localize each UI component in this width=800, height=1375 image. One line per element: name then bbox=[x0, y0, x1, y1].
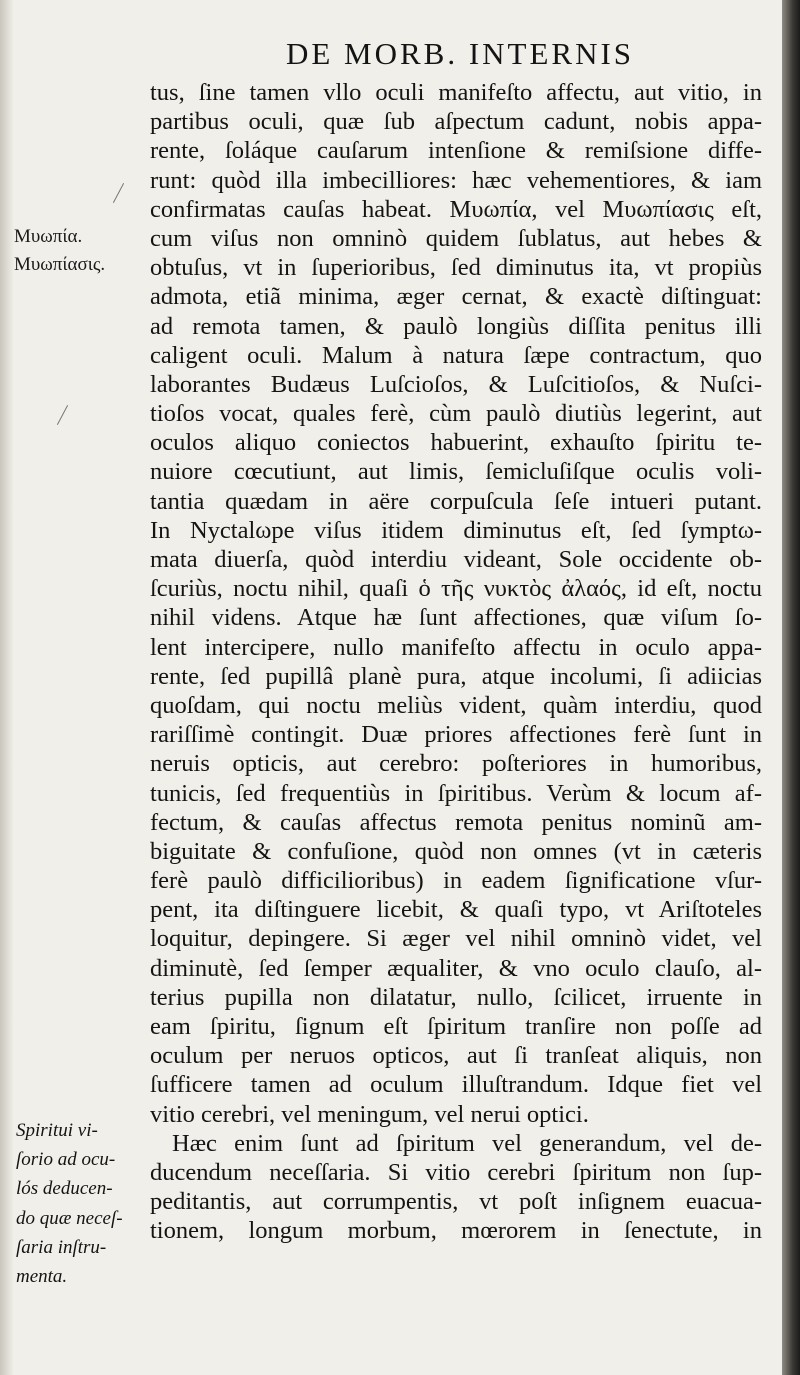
text-line: tunicis, ſed frequentiùs in ſpiritibus. Verùm & locum af- bbox=[150, 779, 762, 807]
margin-note-line: ſorio ad ocu- bbox=[16, 1149, 116, 1171]
text-line: pent, ita diſtinguere licebit, & quaſi typo, vt Ariſtoteles bbox=[150, 896, 762, 924]
margin-note-line: menta. bbox=[16, 1266, 68, 1288]
text-line: fectum, & cauſas affectus remota penitus nominũ am- bbox=[150, 808, 762, 836]
book-spine-edge bbox=[782, 0, 800, 1375]
main-text-block bbox=[150, 78, 762, 1246]
text-line: ferè paulò difficilioribus) in eadem ſignificatione vſur- bbox=[150, 867, 762, 895]
text-line: obtuſus, vt in ſuperioribus, ſed diminutus ita, vt propiùs bbox=[150, 254, 762, 282]
margin-note-line: do quæ neceſ- bbox=[16, 1207, 123, 1229]
text-line: laborantes Budæus Luſcioſos, & Luſcitioſos, & Nuſci- bbox=[150, 370, 762, 398]
text-line: nuiore cœcutiunt, aut limis, ſemicluſiſque oculis voli- bbox=[150, 458, 762, 486]
text-line: tantia quædam in aëre corpuſcula ſeſe intueri putant. bbox=[150, 487, 762, 515]
text-line: vitio cerebri, vel meningum, vel nerui optici. bbox=[150, 1100, 589, 1128]
text-line: ſufficere tamen ad oculum illuſtrandum. Idque fiet vel bbox=[150, 1071, 762, 1099]
text-line: tus, ſine tamen vllo oculi manifeſto affectu, aut vitio, in bbox=[150, 79, 762, 106]
text-line: lent intercipere, nullo manifeſto affectu in oculo appa- bbox=[150, 633, 762, 661]
text-line: confirmatas cauſas habeat. Μυωπία, vel Μυωπίασις eſt, bbox=[150, 195, 762, 223]
paragraph-start-line: Hæc enim ſunt ad ſpiritum vel generandum, vel de- bbox=[172, 1129, 762, 1157]
text-line: caligent oculi. Malum à natura ſæpe contractum, quo bbox=[150, 341, 762, 369]
text-line: runt: quòd illa imbecilliores: hæc vehementiores, & iam bbox=[150, 166, 762, 194]
margin-note-myopiasis: Μυωπίασις. bbox=[14, 254, 106, 275]
margin-note-line: ſaria inſtru- bbox=[16, 1236, 107, 1258]
text-line: loquitur, depingere. Si æger vel nihil omninò videt, vel bbox=[150, 925, 762, 953]
page-gutter-shadow bbox=[0, 0, 14, 1375]
text-line: ducendum neceſſaria. Si vitio cerebri ſpiritum non ſup- bbox=[150, 1158, 762, 1186]
text-line: neruis opticis, aut cerebro: poſteriores in humoribus, bbox=[150, 750, 762, 778]
margin-note-myopia: Μυωπία. bbox=[14, 226, 83, 247]
text-line: ad remota tamen, & paulò longiùs diſſita penitus illi bbox=[150, 312, 762, 340]
margin-tick-mark bbox=[113, 183, 124, 203]
text-line: cum viſus non omninò quidem ſublatus, aut hebes & bbox=[150, 224, 762, 252]
text-line: mata diuerſa, quòd interdiu videant, Sole occidente ob- bbox=[150, 546, 762, 573]
margin-tick-mark bbox=[57, 405, 68, 425]
text-line: quoſdam, qui noctu meliùs vident, quàm interdiu, quod bbox=[150, 691, 762, 719]
text-line: oculos aliquo coniectos habuerint, exhauſto ſpiritu te- bbox=[150, 429, 762, 457]
text-line: tioſos vocat, quales ferè, cùm paulò diutiùs legerint, aut bbox=[150, 400, 762, 428]
text-line: rente, ſoláque cauſarum intenſione & remiſsione diffe- bbox=[150, 137, 762, 165]
margin-note-line: Spiritui vi- bbox=[16, 1120, 98, 1141]
text-line: biguitate & confuſione, quòd non omnes (vt in cæteris bbox=[150, 837, 762, 865]
text-line: terius pupilla non dilatatur, nullo, ſcilicet, irruente in bbox=[150, 983, 762, 1011]
text-line: tionem, longum morbum, mœrorem in ſenectute, in bbox=[150, 1217, 762, 1245]
text-line: diminutè, ſed ſemper æqualiter, & vno oculo clauſo, al- bbox=[150, 954, 762, 982]
margin-note-spirit bbox=[16, 1116, 123, 1291]
text-line: peditantis, aut corrumpentis, vt poſt inſignem euacua- bbox=[150, 1188, 762, 1216]
margin-note-line: lós deducen- bbox=[16, 1178, 113, 1200]
text-line: ſcuriùs, noctu nihil, quaſi ὁ τῆς νυκτὸς ἀλαός, id eſt, noctu bbox=[150, 575, 762, 603]
text-line: rariſſimè contingit. Duæ priores affectiones ferè ſunt in bbox=[150, 721, 762, 749]
text-line: In Nyctalωpe viſus itidem diminutus eſt, ſed ſymptω- bbox=[150, 516, 762, 544]
text-line: admota, etiã minima, æger cernat, & exactè diſtinguat: bbox=[150, 283, 762, 311]
text-line: rente, ſed pupillâ planè pura, atque incolumi, ſi adiicias bbox=[150, 662, 762, 690]
running-header: DE MORB. INTERNIS bbox=[285, 36, 635, 71]
text-line: nihil videns. Atque hæ ſunt affectiones, quæ viſum ſo- bbox=[150, 604, 762, 632]
text-line: oculum per neruos opticos, aut ſi tranſeat aliquis, non bbox=[150, 1042, 762, 1070]
text-line: partibus oculi, quæ ſub aſpectum cadunt, nobis appa- bbox=[150, 108, 762, 136]
text-line: eam ſpiritu, ſignum eſt ſpiritum tranſire non poſſe ad bbox=[150, 1013, 762, 1040]
